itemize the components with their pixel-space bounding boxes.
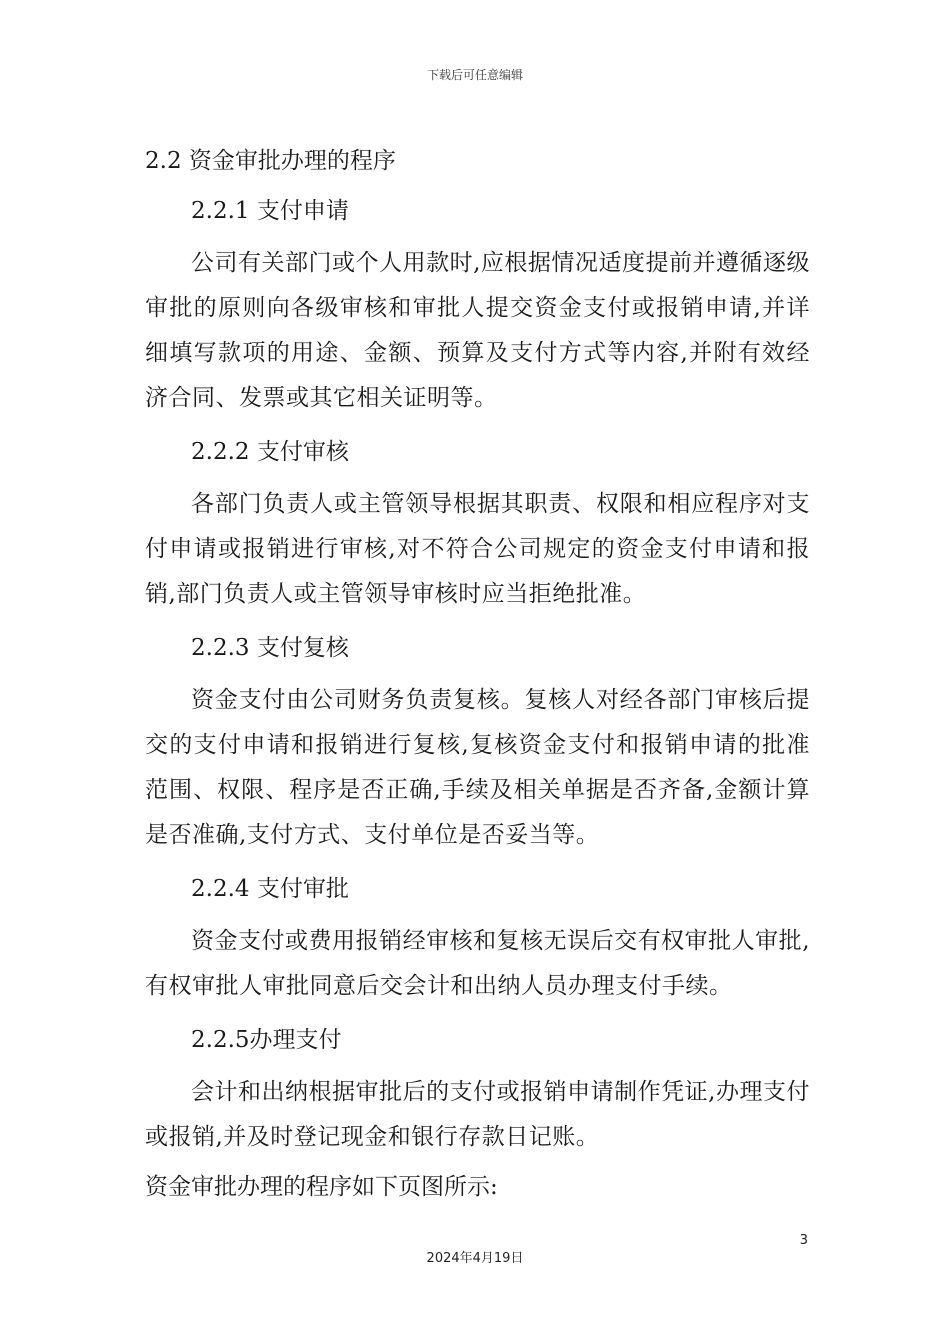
page-footer-date: 2024年4月19日 <box>426 1251 524 1266</box>
subsection-heading: 2.2.1 支付申请 <box>191 198 349 224</box>
document-body <box>145 138 810 1168</box>
section-heading: 2.2 资金审批办理的程序 <box>145 148 396 174</box>
page-number: 3 <box>799 1233 808 1248</box>
subsection-heading: 2.2.5办理支付 <box>191 1027 342 1053</box>
subsection-heading: 2.2.4 支付审批 <box>191 876 349 902</box>
subsection-heading: 2.2.2 支付审核 <box>191 439 349 465</box>
subsection-paragraph: 公司有关部门或个人用款时,应根据情况适度提前并遵循逐级审批的原则向各级审核和审批人提交资金支付或报销申请,并详细填写款项的用途、金额、预算及支付方式等内容,并附有效经济合同、发票或其它相关证明等。 <box>145 250 810 411</box>
subsection-paragraph: 资金支付由公司财务负责复核。复核人对经各部门审核后提交的支付申请和报销进行复核,复核资金支付和报销申请的批准范围、权限、程序是否正确,手续及相关单据是否齐备,金额计算是否准确,支付方式、支付单位是否妥当等。 <box>145 687 810 848</box>
figure-reference-note: 资金审批办理的程序如下页图所示: <box>145 1174 498 1200</box>
subsection-paragraph: 会计和出纳根据审批后的支付或报销申请制作凭证,办理支付或报销,并及时登记现金和银行存款日记账。 <box>145 1079 810 1150</box>
subsection-paragraph: 资金支付或费用报销经审核和复核无误后交有权审批人审批,有权审批人审批同意后交会计和出纳人员办理支付手续。 <box>145 928 810 999</box>
subsection-heading: 2.2.3 支付复核 <box>191 635 349 661</box>
page-header: 下载后可任意编辑 <box>426 68 523 82</box>
subsection-paragraph: 各部门负责人或主管领导根据其职责、权限和相应程序对支付申请或报销进行审核,对不符合公司规定的资金支付申请和报销,部门负责人或主管领导审核时应当拒绝批准。 <box>145 491 810 607</box>
